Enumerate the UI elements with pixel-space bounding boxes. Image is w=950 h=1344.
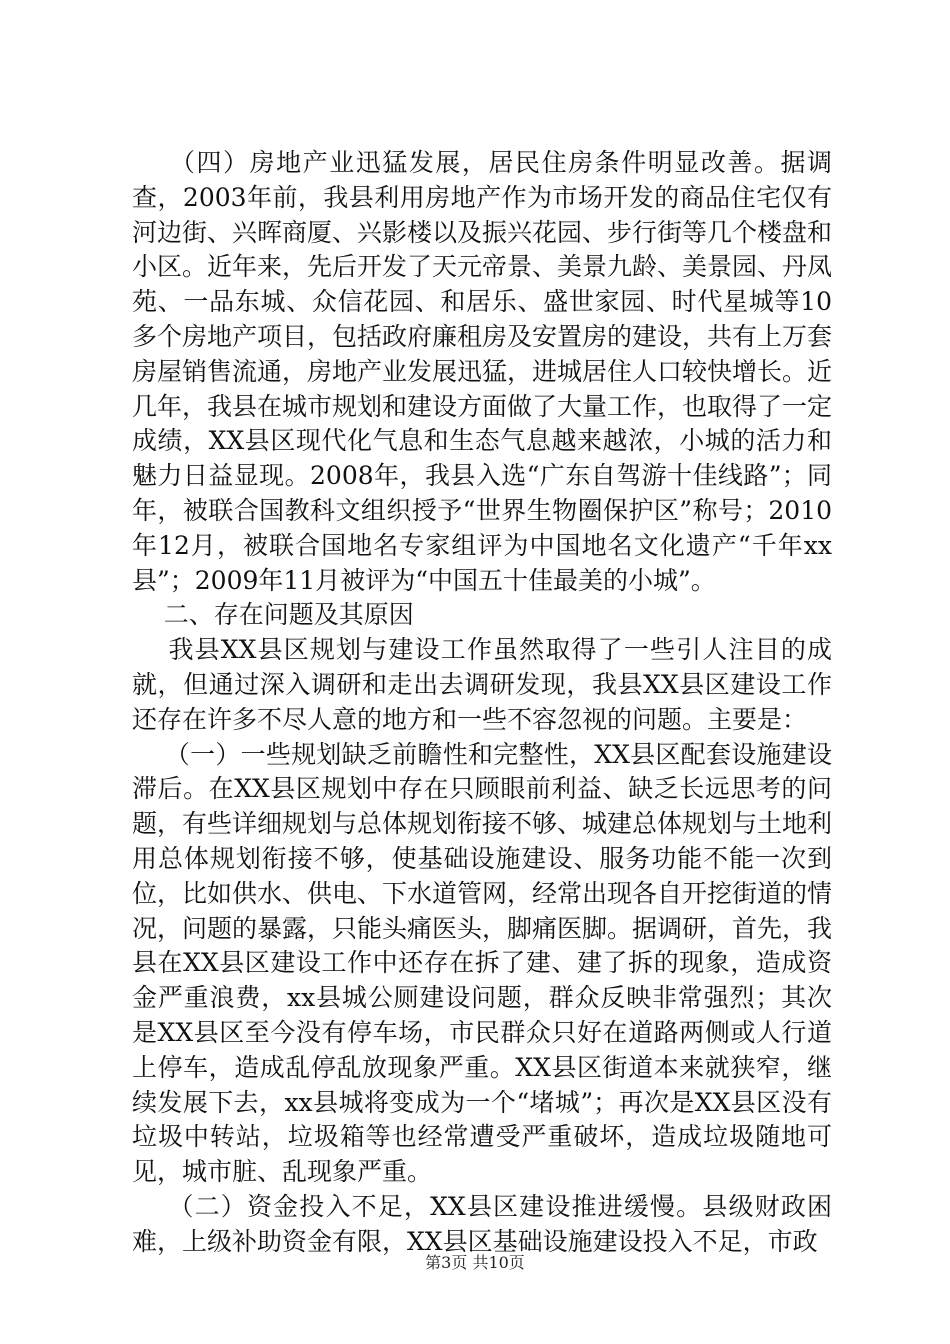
section-heading-problems: 二、存在问题及其原因 <box>132 600 414 630</box>
paragraph-funding-issues: （二）资金投入不足，XX县区建设推进缓慢。县级财政困难，上级补助资金有限，XX县区基础设施建设投入不足，市政 <box>132 1191 832 1256</box>
paragraph-real-estate: （四）房地产业迅猛发展，居民住房条件明显改善。据调查，2003年前，我县利用房地产作为市场开发的商品住宅仅有河边街、兴晖商厦、兴影楼以及振兴花园、步行街等几个楼盘和小区。近年来，先后开发了天元帝景、美景九龄、美景园、丹凤苑、一品东城、众信花园、和居乐、盛世家园、时代星城等10多个房地产项目，包括政府廉租房及安置房的建设，共有上万套房屋销售流通，房地产业发展迅猛，进城居住人口较快增长。近几年，我县在城市规划和建设方面做了大量工作，也取得了一定成绩，XX县区现代化气息和生态气息越来越浓，小城的活力和魅力日益显现。2008年，我县入选“广东自驾游十佳线路”；同年，被联合国教科文组织授予“世界生物圈保护区”称号；2010年12月，被联合国地名专家组评为中国地名文化遗产“千年xx县”；2009年11月被评为“中国五十佳最美的小城”。 <box>132 148 833 595</box>
page-footer: 第3页 共10页 <box>425 1253 525 1272</box>
paragraph-intro-problems: 我县XX县区规划与建设工作虽然取得了一些引人注目的成就，但通过深入调研和走出去调研发现，我县XX县区建设工作还存在许多不尽人意的地方和一些不容忽视的问题。主要是： <box>132 635 832 734</box>
paragraph-planning-issues: （一）一些规划缺乏前瞻性和完整性，XX县区配套设施建设滞后。在XX县区规划中存在只顾眼前利益、缺乏长远思考的问题，有些详细规划与总体规划衔接不够、城建总体规划与土地利用总体规划衔接不够，使基础设施建设、服务功能不能一次到位，比如供水、供电、下水道管网，经常出现各自开挖街道的情况，问题的暴露，只能头痛医头，脚痛医脚。据调研，首先，我县在XX县区建设工作中还存在拆了建、建了拆的现象，造成资金严重浪费，xx县城公厕建设问题，群众反映非常强烈；其次是XX县区至今没有停车场，市民群众只好在道路两侧或人行道上停车，造成乱停乱放现象严重。XX县区街道本来就狭窄，继续发展下去，xx县城将变成为一个“堵城”；再次是XX县区没有垃圾中转站，垃圾箱等也经常遭受严重破坏，造成垃圾随地可见，城市脏、乱现象严重。 <box>132 739 833 1187</box>
document-body <box>132 146 832 1260</box>
